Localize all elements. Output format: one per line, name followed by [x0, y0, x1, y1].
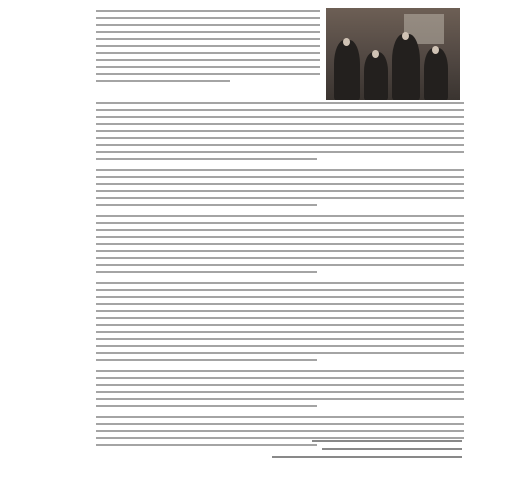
face [343, 38, 350, 46]
signature-block [262, 440, 462, 464]
face [432, 46, 439, 54]
article-text-top [96, 10, 320, 91]
figure [424, 48, 448, 100]
face [372, 50, 379, 58]
figure [334, 40, 360, 100]
figure [364, 52, 388, 100]
group-photo-image [326, 8, 460, 100]
face [402, 32, 409, 40]
article-text-body [96, 102, 464, 451]
figure [392, 34, 420, 100]
